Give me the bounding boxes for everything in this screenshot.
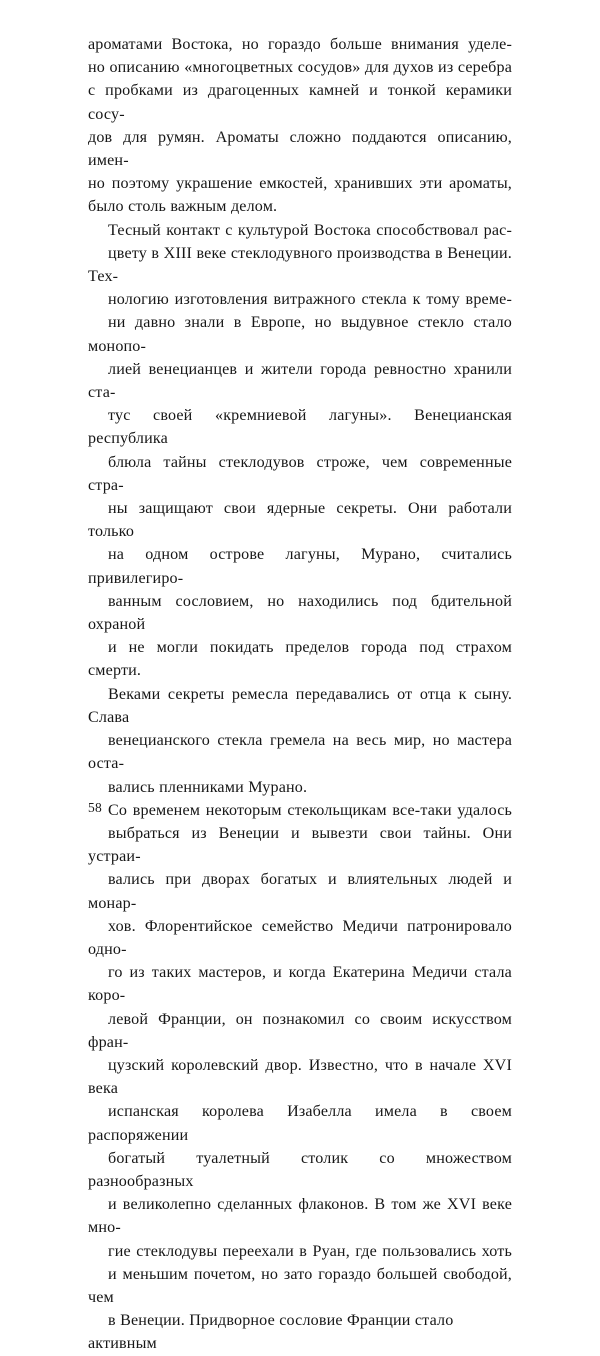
text-line: ны защищают свои ядерные секреты. Они работали только [88,500,512,541]
text-line: было столь важным делом. [88,198,278,216]
text-line: дов для румян. Ароматы сложно поддаются описанию, имен- [88,128,512,170]
text-line: цвету в XIII веке стеклодувного производства в Венеции. Тех- [88,244,512,286]
text-line: гие стеклодувы переехали в Руан, где пользовались хоть [108,1242,512,1260]
text-line: ни давно знали в Европе, но выдувное стекло стало монопо- [88,314,512,355]
text-line: левой Франции, он познакомил со своим искусством фран- [88,1010,512,1051]
text-line: выбраться из Венеции и вывезти свои тайны. Они устраи- [88,824,512,866]
paragraph-3 [88,799,512,1356]
text-line: и не могли покидать пределов города под страхом смерти. [88,639,512,680]
text-line: вались при дворах богатых и влиятельных людей и монар- [88,871,512,912]
text-line: но поэтому украшение емкостей, хранивших эти ароматы, [88,175,512,193]
text-line: ароматами Востока, но гораздо больше внимания уделе- [88,36,512,53]
text-line: тус своей «кремниевой лагуны». Венецианская республика [88,407,512,448]
text-line: но описанию «многоцветных сосудов» для духов из серебра [88,59,512,77]
paragraph-2 [88,219,512,799]
text-line: вались пленниками Мурано. [108,778,308,796]
text-line: испанская королева Изабелла имела в своем распоряжении [88,1103,512,1144]
text-line: и меньшим почетом, но зато гораздо большей свободой, чем [88,1265,512,1306]
text-line: богатый туалетный столик со множеством разнообразных [88,1149,512,1190]
text-line: ванным сословием, но находились под бдительной охраной [88,592,512,634]
text-line: в Венеции. Придворное сословие Франции стало активным [88,1312,454,1353]
text-column [88,33,512,1356]
text-line: хов. Флорентийское семейство Медичи патронировало одно- [88,917,512,958]
text-line: Веками секреты ремесла передавались от отца к сыну. Слава [88,685,512,726]
text-line: Тесный контакт с культурой Востока способствовал рас- [108,221,512,239]
paragraph-1 [88,33,512,219]
text-line: на одном острове лагуны, Мурано, считались привилегиро- [88,546,512,587]
text-line: венецианского стекла гремела на весь мир, но мастера оста- [88,732,512,773]
text-line: блюла тайны стеклодувов строже, чем современные стра- [88,453,512,494]
text-line: Со временем некоторым стекольщикам все-таки удалось [108,801,512,819]
text-line: лией венецианцев и жители города ревностно хранили ста- [88,360,512,402]
text-line: го из таких мастеров, и когда Екатерина Медичи стала коро- [88,964,512,1005]
text-line: нологию изготовления витражного стекла к тому време- [108,291,512,309]
page-number: 58 [88,800,103,815]
text-line: с пробками из драгоценных камней и тонкой керамики сосу- [88,82,512,123]
text-line: цузский королевский двор. Известно, что в начале XVI века [88,1056,512,1098]
text-line: и великолепно сделанных флаконов. В том же XVI веке мно- [88,1196,512,1237]
